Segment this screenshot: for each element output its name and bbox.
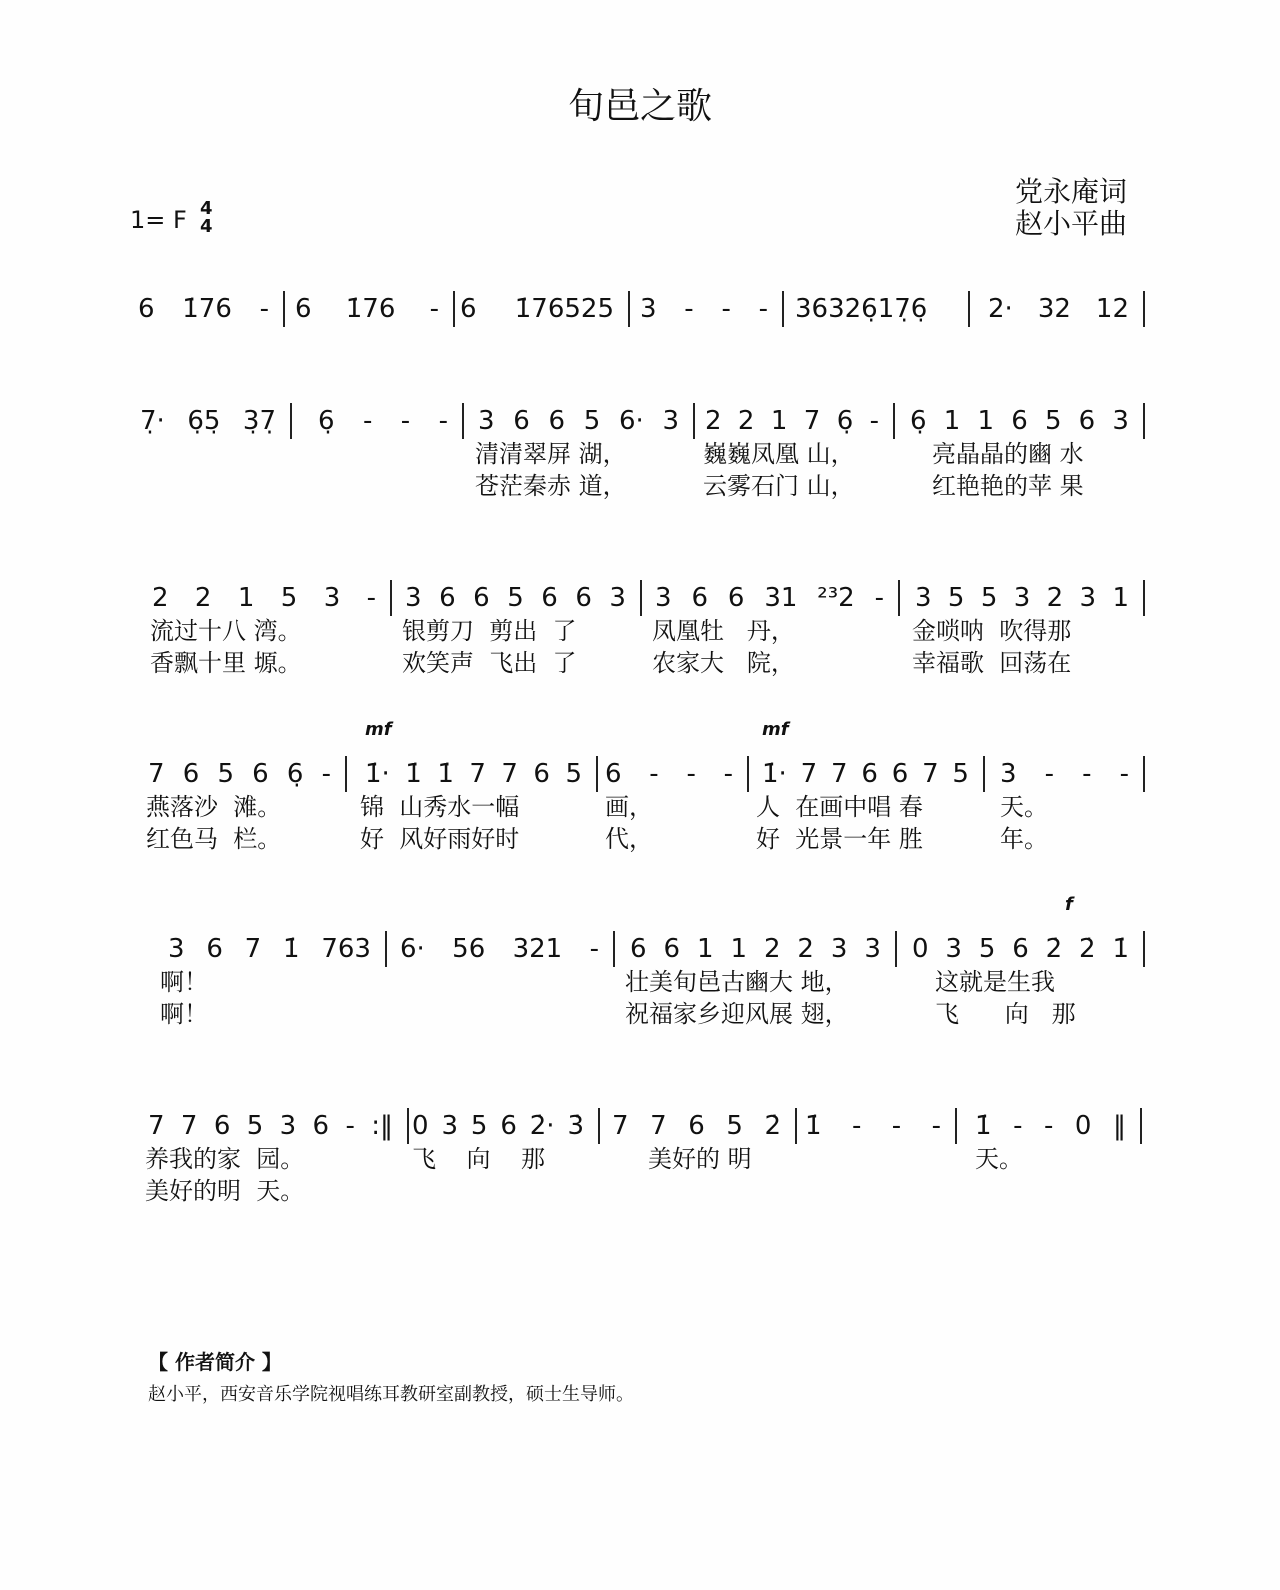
note: 3: [279, 1111, 297, 1141]
note: 1: [770, 406, 788, 436]
note: 2: [194, 583, 212, 613]
note: 12: [1095, 294, 1129, 324]
barline: [1143, 756, 1145, 792]
measure: [912, 932, 1129, 966]
note: 2: [152, 583, 169, 613]
measure: [148, 1109, 393, 1143]
measure: [460, 292, 614, 326]
note: -: [851, 1111, 862, 1141]
barline: [1143, 403, 1145, 439]
note: -: [723, 759, 733, 789]
note: 6: [691, 583, 708, 613]
barline: [895, 931, 897, 967]
lyric-verse-1: 燕落沙 滩。: [146, 793, 282, 821]
note: 6: [138, 294, 155, 324]
note: -: [1044, 759, 1055, 789]
note: 6: [206, 934, 223, 964]
note: 6: [1012, 934, 1029, 964]
note: 5: [583, 406, 601, 436]
lyric-verse-1: 流过十八 湾。: [150, 617, 302, 645]
note: 2: [705, 406, 722, 436]
barline: [747, 756, 749, 792]
note: 7: [803, 406, 821, 436]
barline: [385, 931, 387, 967]
lyric-verse-1: 锦 山秀水一幅: [360, 793, 520, 821]
note: 6: [861, 759, 878, 789]
lyric-verse-2: 幸福歌 回荡在: [912, 649, 1072, 677]
note: 2̇: [1079, 934, 1096, 964]
note: 6: [473, 583, 490, 613]
note: 7: [148, 1111, 165, 1141]
note: 7: [922, 759, 939, 789]
note: 5: [217, 759, 234, 789]
lyric-verse-1: 金唢呐 吹得那: [912, 617, 1072, 645]
barline: [640, 580, 642, 616]
note: :‖: [371, 1111, 393, 1141]
note: 3: [655, 583, 672, 613]
lyric-verse-1: 凤凰牡 丹，: [652, 617, 795, 645]
note: 7̣·: [140, 406, 165, 436]
note: 3: [323, 583, 341, 613]
barline: [462, 403, 464, 439]
lyric-verse-1: 美好的 明: [648, 1145, 752, 1173]
measure: [412, 1109, 584, 1143]
note: 3̣7̣: [242, 406, 276, 436]
measure: [152, 581, 376, 615]
barline: [955, 1108, 957, 1144]
note: -: [438, 406, 448, 436]
note: 6: [295, 294, 312, 324]
note: 6·: [618, 406, 644, 436]
note: 3: [662, 406, 679, 436]
note: -: [400, 406, 411, 436]
note: 5: [1044, 406, 1062, 436]
note: 3: [441, 1111, 458, 1141]
note: -: [758, 294, 768, 324]
bio-text: 赵小平，西安音乐学院视唱练耳教研室副教授，硕士生导师。: [148, 1384, 634, 1405]
composer: 赵小平曲: [1015, 207, 1128, 240]
note: -: [1119, 759, 1129, 789]
barline: [407, 1108, 409, 1144]
note: 6: [513, 406, 530, 436]
note: -: [686, 759, 696, 789]
note: 7: [612, 1111, 629, 1141]
lyricist: 党永庵词: [1015, 175, 1128, 208]
barline: [628, 291, 630, 327]
measure: [605, 757, 733, 791]
note: 0: [1074, 1111, 1092, 1141]
note: 5: [507, 583, 524, 613]
note: 1: [730, 934, 747, 964]
note: ‖: [1113, 1111, 1126, 1141]
note: 7: [501, 759, 518, 789]
measure: [762, 757, 969, 791]
lyric-verse-2: 飞 向 那: [935, 1000, 1076, 1028]
lyric-verse-1: 啊！: [160, 968, 208, 996]
note: 3: [478, 406, 495, 436]
note: 3: [1000, 759, 1017, 789]
note: -: [259, 294, 269, 324]
note: 5: [246, 1111, 264, 1141]
note: 6: [630, 934, 647, 964]
note: 1: [977, 406, 995, 436]
measure: [795, 292, 954, 326]
note: 1̇·: [365, 759, 390, 789]
note: 5: [947, 583, 965, 613]
lyric-verse-1: 画，: [605, 793, 653, 821]
lyric-verse-1: 养我的家 园。: [145, 1145, 305, 1173]
measure: [138, 292, 269, 326]
lyric-verse-1: 银剪刀 剪出 了: [402, 617, 577, 645]
note: 2: [797, 934, 814, 964]
measure: [910, 404, 1129, 438]
note: 3: [640, 294, 657, 324]
note: 0: [412, 1111, 429, 1141]
barline: [898, 580, 900, 616]
barline: [598, 1108, 600, 1144]
key-signature: 1= F: [130, 206, 187, 234]
measure: [318, 404, 448, 438]
note: -: [589, 934, 599, 964]
note: 1̇: [405, 759, 422, 789]
measure: [805, 1109, 941, 1143]
lyric-verse-2: 啊！: [160, 1000, 208, 1028]
note: 6̣: [910, 406, 927, 436]
lyric-verse-2: 红色马 栏。: [146, 825, 282, 853]
note: 6̣: [836, 406, 854, 436]
note: 6: [541, 583, 558, 613]
measure: [148, 757, 331, 791]
lyric-verse-1: 壮美旬邑古豳大 地，: [625, 968, 849, 996]
measure: [168, 932, 371, 966]
note: 1̇: [975, 1111, 992, 1141]
barline: [1140, 1108, 1142, 1144]
note: 6: [500, 1111, 517, 1141]
note: 1̇: [437, 759, 454, 789]
note: 7: [180, 1111, 198, 1141]
note: 3: [168, 934, 185, 964]
note: -: [874, 583, 884, 613]
note: 5: [726, 1111, 743, 1141]
note: 1̇: [1112, 934, 1129, 964]
lyric-verse-2: 好 光景一年 胜: [756, 825, 923, 853]
note: 2̇: [764, 1111, 781, 1141]
lyric-verse-2: 好 风好雨好时: [360, 825, 520, 853]
dynamic-mark: mf: [762, 719, 789, 740]
note: 6̣: [286, 759, 304, 789]
measure: [655, 581, 884, 615]
barline: [290, 403, 292, 439]
lyric-verse-2: 代，: [605, 825, 653, 853]
time-signature: [200, 200, 213, 236]
note: 2·: [988, 294, 1013, 324]
barline: [345, 756, 347, 792]
lyric-verse-1: 飞 向 那: [412, 1145, 546, 1173]
note: -: [891, 1111, 902, 1141]
barline: [1143, 580, 1145, 616]
note: 6: [533, 759, 550, 789]
note: 3̇: [567, 1111, 584, 1141]
note: 32: [1037, 294, 1071, 324]
note: -: [684, 294, 694, 324]
note: 6̣5̣: [187, 406, 221, 436]
note: 1: [943, 406, 961, 436]
barline: [893, 403, 895, 439]
lyric-verse-2: 香飘十里 塬。: [150, 649, 302, 677]
lyric-verse-1: 清清翠屏 湖，: [475, 440, 627, 468]
lyric-verse-2: 云雾石门 山，: [703, 472, 855, 500]
note: 5: [978, 934, 996, 964]
note: 6: [252, 759, 269, 789]
dynamic-mark: mf: [365, 719, 392, 740]
note: 7: [469, 759, 486, 789]
note: 3: [1013, 583, 1031, 613]
note: 3: [1112, 406, 1129, 436]
note: 6: [1078, 406, 1096, 436]
note: 1: [696, 934, 714, 964]
note: 763: [321, 934, 371, 964]
lyric-verse-2: 美好的明 天。: [145, 1177, 305, 1205]
barline: [613, 931, 615, 967]
barline: [1143, 291, 1145, 327]
note: 3: [945, 934, 962, 964]
barline: [453, 291, 455, 327]
note: 321: [512, 934, 563, 964]
note: -: [869, 406, 879, 436]
note: 1̇·: [762, 759, 787, 789]
barline: [782, 291, 784, 327]
note: -: [345, 1111, 355, 1141]
note: 6: [1011, 406, 1028, 436]
note: 7: [830, 759, 848, 789]
lyric-verse-1: 天。: [1000, 793, 1048, 821]
note: 6: [460, 294, 477, 324]
note: -: [366, 583, 376, 613]
note: 7: [244, 934, 262, 964]
note: 3: [609, 583, 626, 613]
note: 1̇76: [182, 294, 232, 324]
dynamic-mark: f: [1065, 894, 1073, 915]
note: 1̇76525: [514, 294, 614, 324]
lyric-verse-1: 人 在画中唱 春: [756, 793, 923, 821]
note: -: [1044, 1111, 1054, 1141]
note: 3: [915, 583, 932, 613]
note: 5: [565, 759, 582, 789]
lyric-verse-2: 欢笑声 飞出 了: [402, 649, 577, 677]
measure: [140, 404, 276, 438]
note: 2: [1046, 583, 1064, 613]
lyric-verse-1: 亮晶晶的豳 水: [932, 440, 1084, 468]
note: 2: [763, 934, 781, 964]
note: 7: [650, 1111, 667, 1141]
note: 2̇: [1045, 934, 1063, 964]
note: 0: [912, 934, 929, 964]
measure: [612, 1109, 781, 1143]
note: 36326̣17̣6̣: [795, 294, 928, 324]
measure: [975, 1109, 1126, 1143]
measure: [988, 292, 1129, 326]
note: 1̇76: [345, 294, 396, 324]
note: 6: [182, 759, 200, 789]
note: -: [1013, 1111, 1023, 1141]
note: -: [362, 406, 373, 436]
note: 1̇: [805, 1111, 822, 1141]
note: 3: [1079, 583, 1097, 613]
barline: [693, 403, 695, 439]
note: 6: [548, 406, 566, 436]
note: 6·: [400, 934, 425, 964]
note: 7: [800, 759, 818, 789]
note: 1: [1112, 583, 1129, 613]
lyric-verse-2: 农家大 院，: [652, 649, 795, 677]
note: 7: [148, 759, 165, 789]
lyric-verse-1: 巍巍凤凰 山，: [703, 440, 855, 468]
measure: [630, 932, 881, 966]
lyric-verse-2: 祝福家乡迎风展 翅，: [625, 1000, 849, 1028]
note: 3: [405, 583, 422, 613]
note: 5: [980, 583, 998, 613]
note: ²³2: [817, 583, 855, 613]
note: 6: [439, 583, 456, 613]
note: 6: [575, 583, 592, 613]
note: 5: [952, 759, 969, 789]
barline: [968, 291, 970, 327]
measure: [1000, 757, 1129, 791]
note: 6: [688, 1111, 705, 1141]
barline: [390, 580, 392, 616]
note: 6: [727, 583, 745, 613]
note: 56: [452, 934, 486, 964]
note: 31: [764, 583, 798, 613]
note: 6: [891, 759, 909, 789]
note: 6: [663, 934, 681, 964]
barline: [283, 291, 285, 327]
lyric-verse-2: 红艳艳的苹 果: [932, 472, 1084, 500]
barline: [1143, 931, 1145, 967]
note: 6: [312, 1111, 330, 1141]
note: -: [429, 294, 439, 324]
measure: [405, 581, 626, 615]
note: -: [1082, 759, 1092, 789]
note: 2̇·: [529, 1111, 555, 1141]
note: -: [649, 759, 659, 789]
lyric-verse-1: 这就是生我: [935, 968, 1055, 996]
note: 6̣: [318, 406, 335, 436]
note: 1̇: [282, 934, 300, 964]
note: 2: [737, 406, 755, 436]
note: 6: [605, 759, 622, 789]
measure: [640, 292, 768, 326]
note: 5: [470, 1111, 488, 1141]
lyric-verse-2: 年。: [1000, 825, 1048, 853]
note: -: [721, 294, 731, 324]
note: 3: [830, 934, 848, 964]
lyric-verse-2: 苍茫秦赤 道，: [475, 472, 627, 500]
time-top: 4: [200, 198, 213, 219]
measure: [365, 757, 582, 791]
note: 5: [280, 583, 298, 613]
measure: [705, 404, 879, 438]
note: -: [931, 1111, 941, 1141]
note: 1: [237, 583, 255, 613]
barline: [795, 1108, 797, 1144]
barline: [983, 756, 985, 792]
song-title: 旬邑之歌: [567, 86, 712, 127]
lyric-verse-1: 天。: [975, 1145, 1023, 1173]
bio-heading: 【 作者简介 】: [148, 1350, 282, 1374]
measure: [478, 404, 679, 438]
measure: [295, 292, 439, 326]
measure: [915, 581, 1129, 615]
time-bottom: 4: [200, 216, 213, 237]
measure: [400, 932, 599, 966]
note: -: [321, 759, 331, 789]
note: 3: [864, 934, 881, 964]
barline: [596, 756, 598, 792]
note: 6: [213, 1111, 231, 1141]
